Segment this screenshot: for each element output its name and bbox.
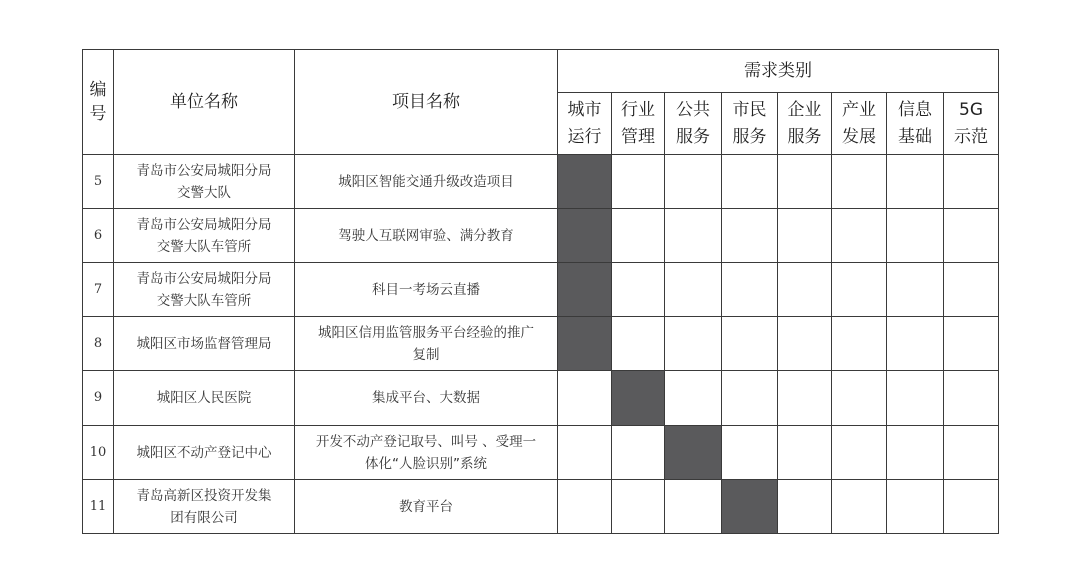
category-mark-empty: [832, 480, 887, 534]
category-mark-empty: [558, 480, 612, 534]
unit-name-line: 青岛高新区投资开发集: [136, 487, 272, 504]
unit-name-cell: [114, 155, 295, 209]
category-header: [722, 93, 778, 155]
header-project-name: 项目名称: [295, 50, 558, 155]
requirements-table: [82, 49, 999, 534]
category-mark-empty: [944, 263, 999, 317]
category-mark-filled: [612, 371, 665, 426]
unit-name-line: 青岛市公安局城阳分局: [136, 216, 272, 233]
category-mark-empty: [778, 426, 832, 480]
unit-name-cell: [114, 209, 295, 263]
project-name-cell: [295, 209, 558, 263]
category-header-line: 服务: [787, 126, 822, 147]
category-header-line: 5G: [959, 99, 983, 120]
category-mark-empty: [778, 209, 832, 263]
category-mark-filled: [558, 209, 612, 263]
category-mark-empty: [665, 371, 722, 426]
category-header-line: 发展: [842, 126, 876, 147]
category-mark-filled: [558, 317, 612, 371]
project-name-line: 开发不动产登记取号、叫号 、受理一: [315, 433, 537, 450]
unit-name-line: 交警大队车管所: [156, 238, 252, 255]
category-mark-empty: [832, 263, 887, 317]
category-mark-empty: [887, 480, 944, 534]
category-header-line: 示范: [954, 126, 988, 147]
project-name-line: 城阳区信用监管服务平台经验的推广: [318, 324, 534, 341]
category-mark-filled: [558, 155, 612, 209]
header-number-char: 号: [89, 104, 107, 124]
category-header-line: 企业: [787, 99, 822, 120]
unit-name-cell: [114, 426, 295, 480]
table-header: [83, 50, 999, 155]
table-row: [83, 209, 999, 263]
unit-name-line: 城阳区市场监督管理局: [136, 335, 272, 352]
category-header: [887, 93, 944, 155]
project-name-line: 集成平台、大数据: [372, 390, 480, 406]
category-mark-empty: [722, 317, 778, 371]
category-header: [665, 93, 722, 155]
category-mark-empty: [944, 426, 999, 480]
category-mark-empty: [778, 371, 832, 426]
category-mark-empty: [665, 209, 722, 263]
category-header-line: 产业: [842, 99, 876, 120]
category-mark-empty: [832, 426, 887, 480]
header-category-group: 需求类别: [558, 50, 999, 93]
category-mark-empty: [778, 155, 832, 209]
category-mark-empty: [778, 263, 832, 317]
unit-name-line: 城阳区不动产登记中心: [136, 444, 272, 461]
unit-name-line: 青岛市公安局城阳分局: [136, 270, 272, 287]
category-mark-filled: [558, 263, 612, 317]
category-header-line: 行业: [621, 99, 655, 120]
category-mark-empty: [887, 209, 944, 263]
unit-name-line: 团有限公司: [170, 509, 238, 526]
category-mark-empty: [944, 155, 999, 209]
category-mark-empty: [612, 263, 665, 317]
category-mark-empty: [944, 480, 999, 534]
row-number: 6: [83, 209, 114, 263]
category-header: [944, 93, 999, 155]
category-header-line: 信息: [898, 99, 932, 120]
category-mark-empty: [887, 371, 944, 426]
category-mark-empty: [944, 317, 999, 371]
unit-name-cell: [114, 371, 295, 426]
category-mark-empty: [558, 371, 612, 426]
category-mark-empty: [832, 371, 887, 426]
category-mark-empty: [832, 317, 887, 371]
project-name-cell: [295, 317, 558, 371]
header-number: [83, 50, 114, 155]
table-row: [83, 480, 999, 534]
project-name-line: 城阳区智能交通升级改造项目: [338, 173, 514, 190]
category-mark-empty: [722, 371, 778, 426]
row-number: 8: [83, 317, 114, 371]
category-mark-empty: [778, 317, 832, 371]
project-name-line: 体化“人脸识别”系统: [365, 455, 487, 472]
row-number: 7: [83, 263, 114, 317]
category-mark-filled: [722, 480, 778, 534]
table-row: [83, 317, 999, 371]
category-mark-empty: [944, 209, 999, 263]
project-name-line: 科目一考场云直播: [372, 281, 480, 298]
table-row: [83, 371, 999, 426]
unit-name-cell: [114, 263, 295, 317]
unit-name-cell: [114, 317, 295, 371]
category-header: [612, 93, 665, 155]
category-header: [778, 93, 832, 155]
table-row: [83, 155, 999, 209]
category-mark-empty: [612, 480, 665, 534]
category-mark-empty: [612, 155, 665, 209]
category-mark-empty: [887, 426, 944, 480]
unit-name-line: 青岛市公安局城阳分局: [136, 162, 272, 179]
category-header-line: 管理: [621, 126, 655, 147]
project-name-cell: [295, 155, 558, 209]
category-mark-empty: [612, 426, 665, 480]
row-number: 11: [83, 480, 114, 534]
category-mark-empty: [887, 317, 944, 371]
project-name-cell: [295, 426, 558, 480]
category-header-line: 城市: [567, 99, 602, 120]
category-mark-empty: [778, 480, 832, 534]
row-number: 10: [83, 426, 114, 480]
category-mark-empty: [944, 371, 999, 426]
project-name-cell: [295, 263, 558, 317]
header-number-char: 编: [89, 80, 107, 100]
category-mark-empty: [887, 263, 944, 317]
category-header-line: 基础: [898, 126, 932, 147]
category-mark-empty: [887, 155, 944, 209]
project-name-line: 复制: [412, 346, 440, 363]
table-row: [83, 263, 999, 317]
category-mark-filled: [665, 426, 722, 480]
category-mark-empty: [665, 263, 722, 317]
category-header-line: 运行: [567, 126, 602, 147]
category-mark-empty: [832, 209, 887, 263]
category-mark-empty: [832, 155, 887, 209]
table-row: [83, 426, 999, 480]
unit-name-line: 交警大队: [177, 184, 231, 201]
unit-name-line: 城阳区人民医院: [156, 390, 252, 406]
category-mark-empty: [722, 209, 778, 263]
category-header-line: 服务: [676, 126, 710, 147]
category-mark-empty: [722, 263, 778, 317]
category-header-line: 公共: [676, 99, 710, 120]
category-header: [832, 93, 887, 155]
category-header: [558, 93, 612, 155]
row-number: 9: [83, 371, 114, 426]
unit-name-cell: [114, 480, 295, 534]
project-name-cell: [295, 480, 558, 534]
category-mark-empty: [665, 155, 722, 209]
category-mark-empty: [722, 426, 778, 480]
category-mark-empty: [612, 209, 665, 263]
project-name-line: 驾驶人互联网审验、满分教育: [338, 227, 514, 244]
project-name-cell: [295, 371, 558, 426]
row-number: 5: [83, 155, 114, 209]
category-mark-empty: [612, 317, 665, 371]
category-header-line: 服务: [732, 126, 767, 147]
category-mark-empty: [722, 155, 778, 209]
unit-name-line: 交警大队车管所: [156, 292, 252, 309]
project-name-line: 教育平台: [399, 498, 453, 515]
table-body: [83, 155, 999, 534]
category-header-line: 市民: [732, 99, 767, 120]
category-mark-empty: [558, 426, 612, 480]
header-unit-name: 单位名称: [114, 50, 295, 155]
category-mark-empty: [665, 317, 722, 371]
category-mark-empty: [665, 480, 722, 534]
